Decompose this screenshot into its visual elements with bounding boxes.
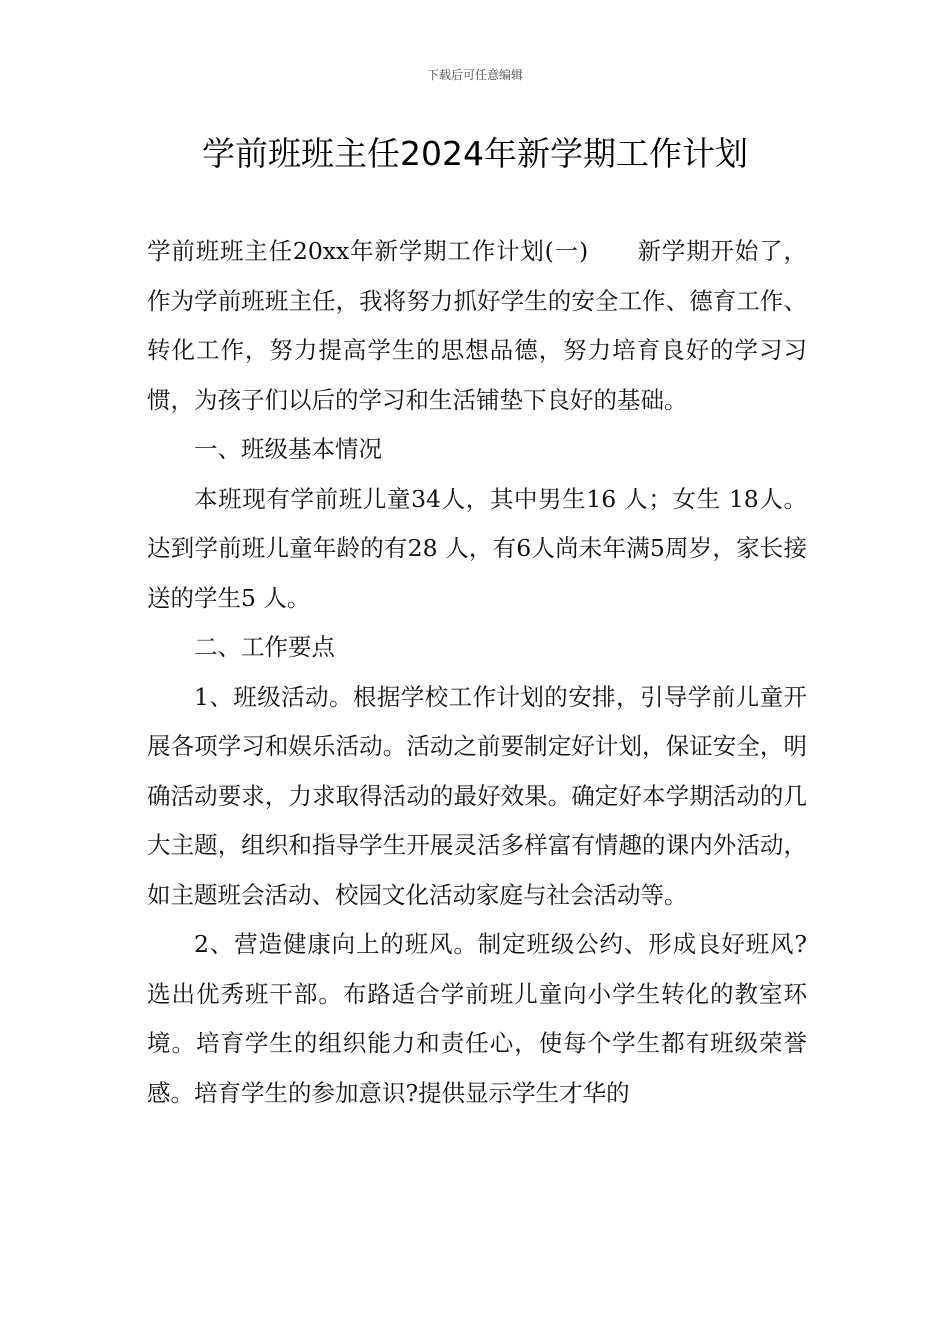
class-info-paragraph: 本班现有学前班儿童34人，其中男生16 人；女生 18人。达到学前班儿童年龄的有28 人，有6人尚未年满5周岁，家长接送的学生5 人。 [147,484,807,612]
section-heading-class-info: 一、班级基本情况 [194,435,382,463]
section-heading-work-points: 二、工作要点 [194,633,335,661]
intro-paragraph: 学前班班主任20xx年新学期工作计划(一) 新学期开始了，作为学前班班主任，我将努力抓好学生的安全工作、德育工作、转化工作，努力提高学生的思想品德，努力培育良好的学习习惯，为孩子们以后的学习和生活铺垫下良好的基础。 [147,237,807,414]
document-body [147,227,807,1118]
work-point-2-paragraph: 2、营造健康向上的班风。制定班级公约、形成良好班风?选出优秀班干部。布路适合学前班儿童向小学生转化的教室环境。培育学生的组织能力和责任心，使每个学生都有班级荣誉感。培育学生的参加意识?提供显示学生才华的 [147,930,807,1107]
work-point-1-paragraph: 1、班级活动。根据学校工作计划的安排，引导学前儿童开展各项学习和娱乐活动。活动之前要制定好计划，保证安全，明确活动要求，力求取得活动的最好效果。确定好本学期活动的几大主题，组织和指导学生开展灵活多样富有情趣的课内外活动，如主题班会活动、校园文化活动家庭与社会活动等。 [147,682,807,909]
document-title: 学前班班主任2024年新学期工作计划 [202,134,748,173]
header-note: 下载后可任意编辑 [426,68,523,82]
